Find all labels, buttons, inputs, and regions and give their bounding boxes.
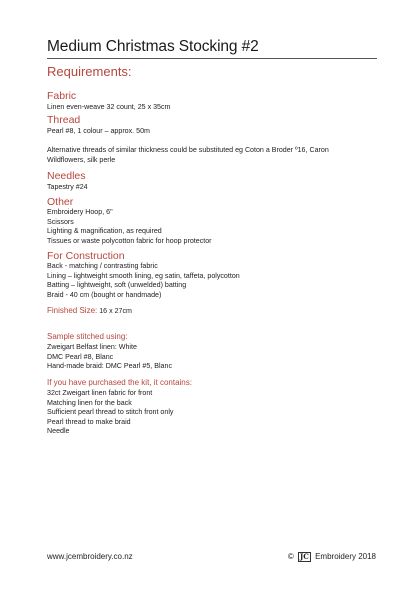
construction-line: Batting – lightweight, soft (unwelded) batting [47, 281, 187, 290]
kit-line: Sufficient pearl thread to stitch front only [47, 408, 174, 417]
copyright-symbol: © [287, 552, 294, 561]
fabric-line: Linen even-weave 32 count, 25 x 35cm [47, 103, 171, 111]
kit-line: 32ct Zweigart linen fabric for front [47, 389, 153, 397]
fabric-lines [47, 103, 170, 113]
finished-size-value: 16 x 27cm [97, 307, 132, 315]
construction-line: Lining – lightweight smooth lining, eg satin, taffeta, polycotton [47, 271, 240, 280]
finished-size [47, 306, 132, 317]
thread-note-line: Wildflowers, silk perle [47, 155, 116, 164]
thread-lines [47, 127, 150, 137]
other-line: Tissues or waste polycotton fabric for hoop protector [47, 236, 212, 245]
construction-line: Back - matching / contrasting fabric [47, 262, 158, 270]
sample-line: Hand-made braid: DMC Pearl #5, Blanc [47, 362, 172, 371]
construction-lines [47, 262, 240, 300]
kit-line: Needle [47, 427, 70, 436]
kit-heading: If you have purchased the kit, it contains: [47, 378, 192, 387]
sample-line: Zweigart Belfast linen: White [47, 343, 137, 351]
other-lines [47, 208, 212, 246]
other-line: Lighting & magnification, as required [47, 227, 162, 236]
thread-note-line: Alternative threads of similar thickness could be substituted eg Coton a Broder º16, Caron [47, 146, 329, 154]
construction-line: Braid - 40 cm (bought or handmade) [47, 290, 162, 299]
needles-line: Tapestry #24 [47, 183, 88, 191]
kit-lines [47, 389, 173, 437]
kit-line: Pearl thread to make braid [47, 417, 131, 426]
construction-heading: For Construction [47, 250, 125, 262]
title-divider [47, 58, 377, 59]
footer-company: Embroidery 2018 [315, 552, 376, 561]
kit-line: Matching linen for the back [47, 398, 132, 407]
sample-lines [47, 343, 172, 372]
footer-copyright [288, 552, 376, 562]
thread-line: Pearl #8, 1 colour – approx. 50m [47, 127, 150, 135]
jc-logo: JC [299, 552, 309, 561]
thread-note [47, 146, 329, 165]
footer-website[interactable]: www.jcembroidery.co.nz [47, 552, 133, 561]
other-line: Embroidery Hoop, 6" [47, 208, 113, 216]
fabric-heading: Fabric [47, 90, 77, 102]
finished-size-label: Finished Size: [47, 306, 98, 315]
page-title: Medium Christmas Stocking #2 [47, 38, 259, 55]
requirements-heading: Requirements: [47, 64, 132, 79]
other-heading: Other [47, 196, 74, 208]
sample-line: DMC Pearl #8, Blanc [47, 352, 114, 361]
needles-heading: Needles [47, 170, 86, 182]
needles-lines [47, 183, 88, 193]
thread-heading: Thread [47, 114, 81, 126]
sample-heading: Sample stitched using: [47, 332, 128, 341]
other-line: Scissors [47, 217, 74, 226]
